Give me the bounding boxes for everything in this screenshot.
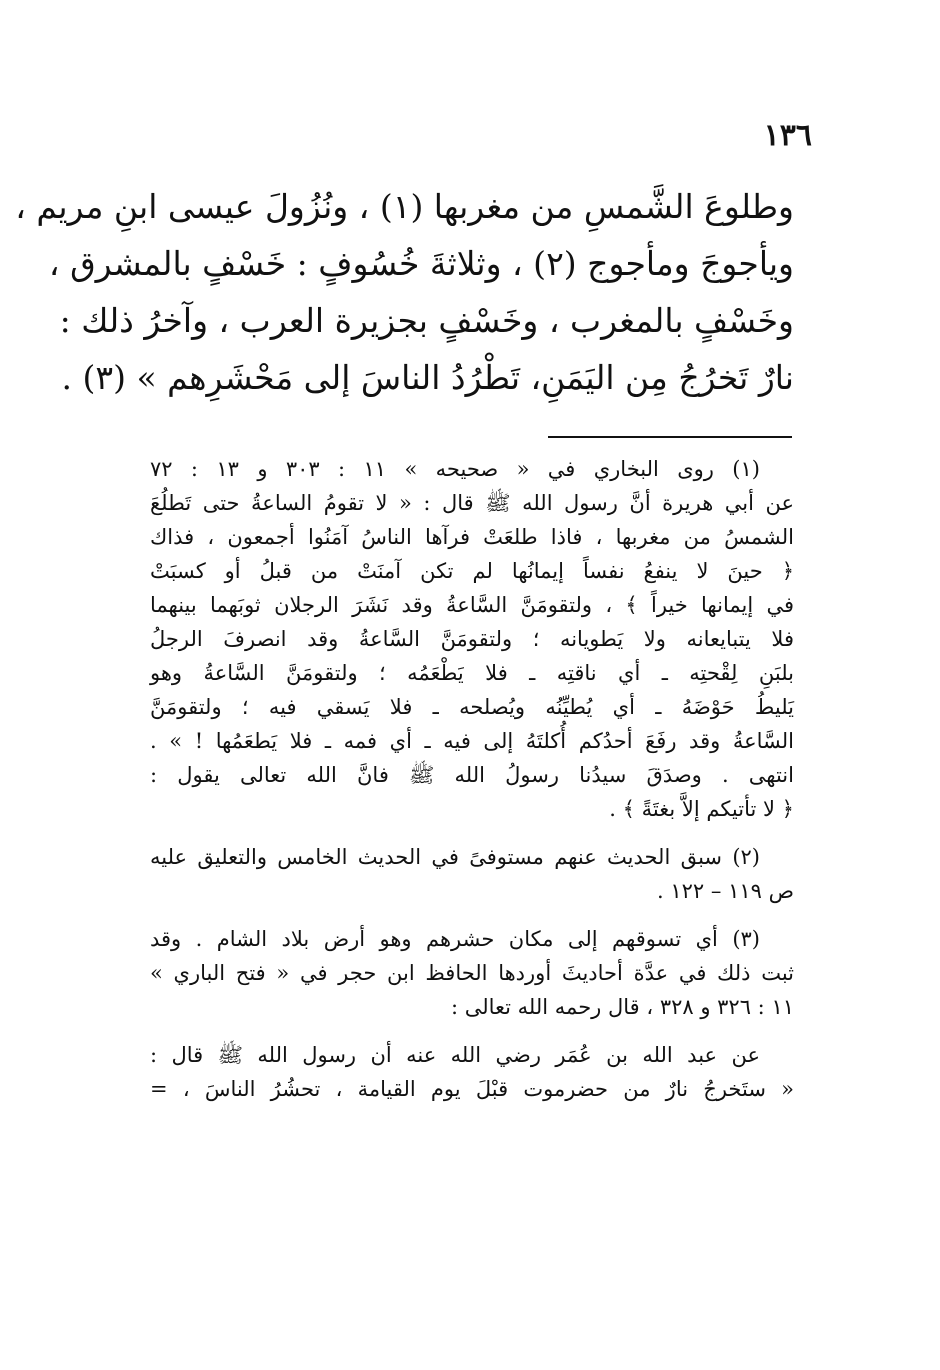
footnote-line: ثبت ذلك في عدَّة أحاديثَ أوردها الحافظ ابن حجر في « فتح الباري » — [150, 961, 794, 985]
footnotes — [150, 452, 794, 1120]
footnote-line: ﴿ حينَ لا ينفعُ نفساً إيمانُها لم تكن آمنَتْ من قبلُ أو كسبَتْ — [150, 559, 794, 583]
footnote-2 — [150, 840, 794, 908]
footnote-line: فلا يتبايعانه ولا يَطويانه ؛ ولتقومَنَّ السَّاعةُ وقد انصرفَ الرجلُ — [150, 627, 794, 651]
main-text-line: ويأجوجَ ومأجوج (٢) ، وثلاثةَ خُسُوفٍ : خَسْفٍ بالمشرق ، — [48, 244, 794, 283]
footnote-line: ص ١١٩ – ١٢٢ . — [657, 879, 794, 903]
footnote-line: انتهى . وصدَقَ سيدُنا رسولُ الله ﷺ فانَّ الله تعالى يقول : — [150, 763, 794, 787]
footnote-line: « ستَخرجُ نارٌ من حضرموت قبْلَ يوم القيامة ، تحشُرُ الناسَ ، = — [150, 1077, 794, 1101]
footnote-line: بلبَنِ لِقْحتِه ـ أي ناقتِه ـ فلا يَطْعَمُه ؛ ولتقومَنَّ السَّاعةُ وهو — [150, 661, 794, 685]
main-text-line: وخَسْفٍ بالمغرب ، وخَسْفٍ بجزيرة العرب ، وآخرُ ذلك : — [59, 301, 794, 340]
footnote-3 — [150, 922, 794, 1024]
footnote-line: (١) روى البخاري في « صحيحه » ١١ : ٣٠٣ و ١٣ : ٧٢ — [150, 457, 760, 481]
footnote-line: ﴿ لا تأتيكم إلاَّ بغتَةً ﴾ . — [609, 797, 794, 821]
footnote-line: في إيمانها خيراً ﴾ ، ولتقومَنَّ السَّاعةُ وقد نَشَرَ الرجلان ثوبَهما بينهما — [150, 593, 794, 617]
footnote-line: ١١ : ٣٢٦ و ٣٢٨ ، قال رحمه الله تعالى : — [450, 995, 794, 1019]
footnote-line: (٣) أي تسوقهم إلى مكان حشرهم وهو أرض بلاد الشام . وقد — [150, 927, 760, 951]
main-text-line: نارٌ تَخرُجُ مِن اليَمَنِ، تَطْرُدُ الناسَ إلى مَحْشَرِهم » (٣) . — [61, 358, 794, 397]
footnote-separator — [548, 436, 792, 438]
footnote-line: الشمسُ من مغربها ، فاذا طلعَتْ فرآها الناسُ آمَنُوا أجمعون ، فذاك — [150, 525, 794, 549]
footnote-line: يَليطُ حَوْضَهُ ـ أي يُطيِّنُه ويُصلحه ـ فلا يَسقي فيه ؛ ولتقومَنَّ — [150, 695, 794, 719]
page-number: ١٣٦ — [763, 118, 812, 153]
footnote-line: عن عبد الله بن عُمَر رضي الله عنه أن رسول الله ﷺ قال : — [150, 1043, 760, 1067]
footnote-line: عن أبي هريرة أنَّ رسول الله ﷺ قال : « لا تقومُ الساعةُ حتى تَطلُعَ — [150, 491, 794, 515]
footnote-3-continuation — [150, 1038, 794, 1106]
footnote-1 — [150, 452, 794, 826]
footnote-line: (٢) سبق الحديث عنهم مستوفىً في الحديث الخامس والتعليق عليه — [150, 845, 760, 869]
main-text — [15, 178, 794, 406]
main-text-line: وطلوعَ الشَّمسِ من مغربها (١) ، ونُزُولَ عيسى ابنِ مريم ، — [15, 187, 794, 226]
footnote-line: السَّاعةُ وقد رفَعَ أحدُكم أُكلتَهُ إلى فيه ـ أي فمه ـ فلا يَطعَمُها ! » . — [150, 729, 794, 753]
